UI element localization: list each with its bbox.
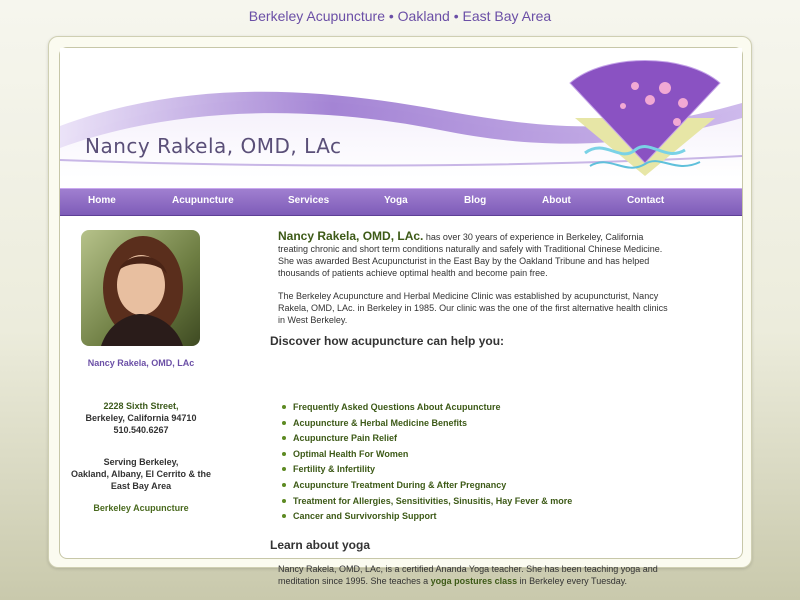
yoga-text-1: Nancy Rakela, OMD, LAc, is a certified Ananda Yoga teacher. She has been teaching yoga and meditation since 1995. She teaches a [278, 564, 658, 586]
yoga-text-2: in Berkeley every Tuesday. [517, 576, 628, 586]
link-cancer-support[interactable]: Cancer and Survivorship Support [293, 511, 572, 527]
content-panel [59, 47, 743, 586]
service-area [60, 456, 222, 492]
banner-practitioner-name: Nancy Rakela, OMD, LAc [85, 134, 342, 158]
address-phone: 510.540.6267 [113, 425, 169, 435]
sidebar-link-berkeley-acupuncture[interactable]: Berkeley Acupuncture [93, 503, 189, 513]
nav-contact[interactable]: Contact [627, 195, 665, 206]
yoga-postures-class-link[interactable]: yoga postures class [430, 576, 518, 586]
photo-caption: Nancy Rakela, OMD, LAc [87, 358, 195, 368]
link-fertility[interactable]: Fertility & Infertility [293, 464, 572, 480]
header-banner [60, 48, 742, 178]
yoga-paragraph [278, 563, 668, 587]
intro-paragraph [278, 230, 668, 279]
nav-about[interactable]: About [542, 195, 571, 206]
page-frame [48, 36, 752, 586]
intro-text: has over 30 years of experience in Berkeley, California treating chronic and short term conditions naturally and safely with Traditional Chinese Medicine. She was awarded Best Acupuncturist in the East Bay by the Oakland Tribune and has helped thousands of patients achieve optimal health and become pain free. [278, 232, 663, 278]
serving-line-2: Oakland, Albany, El Cerrito & the [70, 469, 212, 479]
link-pregnancy[interactable]: Acupuncture Treatment During & After Pregnancy [293, 480, 572, 496]
link-pain-relief[interactable]: Acupuncture Pain Relief [293, 433, 572, 449]
clinic-paragraph: The Berkeley Acupuncture and Herbal Medicine Clinic was established by acupuncturist, Nancy Rakela, OMD, LAc. in Berkeley in 1985. Our clinic was the one of the first alternative health clinics in West Berkeley. [278, 291, 668, 325]
fan-blossom-icon [565, 58, 725, 178]
discover-heading: Discover how acupuncture can help you: [270, 334, 505, 348]
serving-line-1: Serving Berkeley, [103, 457, 179, 467]
profile-photo [81, 230, 200, 346]
yoga-heading: Learn about yoga [270, 538, 371, 552]
nav-services[interactable]: Services [288, 195, 330, 206]
nav-acupuncture[interactable]: Acupuncture [172, 195, 234, 206]
link-faq[interactable]: Frequently Asked Questions About Acupuncture [293, 402, 572, 418]
main-nav [60, 188, 742, 216]
nav-home[interactable]: Home [88, 195, 116, 206]
address-city: Berkeley, California 94710 [85, 413, 197, 423]
intro-lead: Nancy Rakela, OMD, LAc. [278, 229, 424, 243]
address-street: 2228 Sixth Street, [103, 401, 179, 411]
link-allergies[interactable]: Treatment for Allergies, Sensitivities, Sinusitis, Hay Fever & more [293, 496, 572, 512]
site-title: Berkeley Acupuncture • Oakland • East Bay Area [248, 8, 552, 24]
link-womens-health[interactable]: Optimal Health For Women [293, 449, 572, 465]
serving-line-3: East Bay Area [110, 481, 172, 491]
nav-yoga[interactable]: Yoga [384, 195, 408, 206]
link-benefits[interactable]: Acupuncture & Herbal Medicine Benefits [293, 418, 572, 434]
nav-blog[interactable]: Blog [464, 195, 487, 206]
clinic-address [60, 400, 222, 436]
services-link-list [278, 402, 572, 527]
